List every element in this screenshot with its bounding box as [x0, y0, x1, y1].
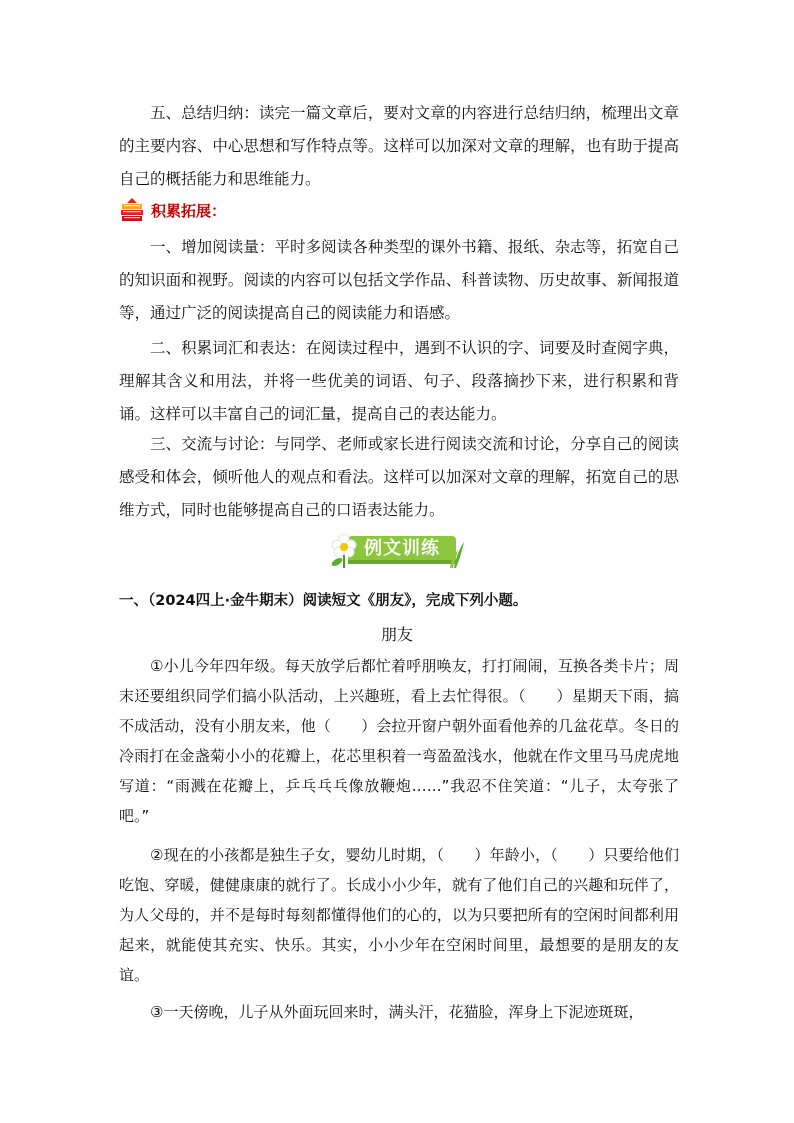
- question-heading: 一、（2024四上·金牛期末）阅读短文《朋友》，完成下列小题。: [119, 593, 528, 609]
- section-banner-title: 例文训练: [364, 538, 440, 559]
- story-paragraph-1: ①小儿今年四年级。每天放学后都忙着呼朋唤友，打打闹闹，互换各类卡片；周末还要组织同学们搞小队活动，上兴趣班，看上去忙得很。（ ）星期天下雨，搞不成活动，没有小朋友来，他（ ）会拉开窗户朝外面看他养的几盆花草。冬日的冷雨打在金盏菊小小的花瓣上，花芯里积着一弯盈盈浅水，他就在作文里马马虎虎地写道：“雨溅在花瓣上，乒乓乓乓像放鞭炮……”我忍不住笑道：“儿子，太夸张了吧。”: [119, 657, 679, 825]
- accumulate-paragraph-3: 三、交流与讨论：与同学、老师或家长进行阅读交流和讨论，分享自己的阅读感受和体会，倾听他人的观点和看法。这样可以加深对文章的理解，拓宽自己的思维方式，同时也能够提高自己的口语表达能力。: [119, 435, 679, 519]
- section-banner: [328, 528, 466, 572]
- accumulate-paragraph-2: 二、积累词汇和表达：在阅读过程中，遇到不认识的字、词要及时查阅字典，理解其含义和用法，并将一些优美的词语、句子、段落摘抄下来，进行积累和背诵。这样可以丰富自己的词汇量，提高自己的表达能力。: [119, 339, 679, 423]
- story-paragraph-3: ③一天傍晚，儿子从外面玩回来时，满头汗，花猫脸，浑身上下泥迹斑斑，: [150, 1003, 644, 1021]
- story-title: 朋友: [380, 625, 413, 644]
- books-stack-icon: [119, 197, 145, 223]
- accumulate-paragraph-1: 一、增加阅读量：平时多阅读各种类型的课外书籍、报纸、杂志等，拓宽自己的知识面和视野。阅读的内容可以包括文学作品、科普读物、历史故事、新闻报道等，通过广泛的阅读提高自己的阅读能力和语感。: [119, 238, 679, 322]
- accumulate-label: 积累拓展：: [151, 201, 227, 220]
- summary-paragraph-5: 五、总结归纳：读完一篇文章后，要对文章的内容进行总结归纳，梳理出文章的主要内容、中心思想和写作特点等。这样可以加深对文章的理解，也有助于提高自己的概括能力和思维能力。: [119, 104, 679, 188]
- accumulate-heading: [119, 195, 226, 225]
- story-paragraph-2: ②现在的小孩都是独生子女，婴幼儿时期，（ ）年龄小，（ ）只要给他们吃饱、穿暖，健健康康的就行了。长成小小少年，就有了他们自己的兴趣和玩伴了，为人父母的，并不是每时每刻都懂得他们的心的，以为只要把所有的空闲时间都利用起来，就能使其充实、快乐。其实，小小少年在空闲时间里，最想要的是朋友的友谊。: [119, 846, 679, 984]
